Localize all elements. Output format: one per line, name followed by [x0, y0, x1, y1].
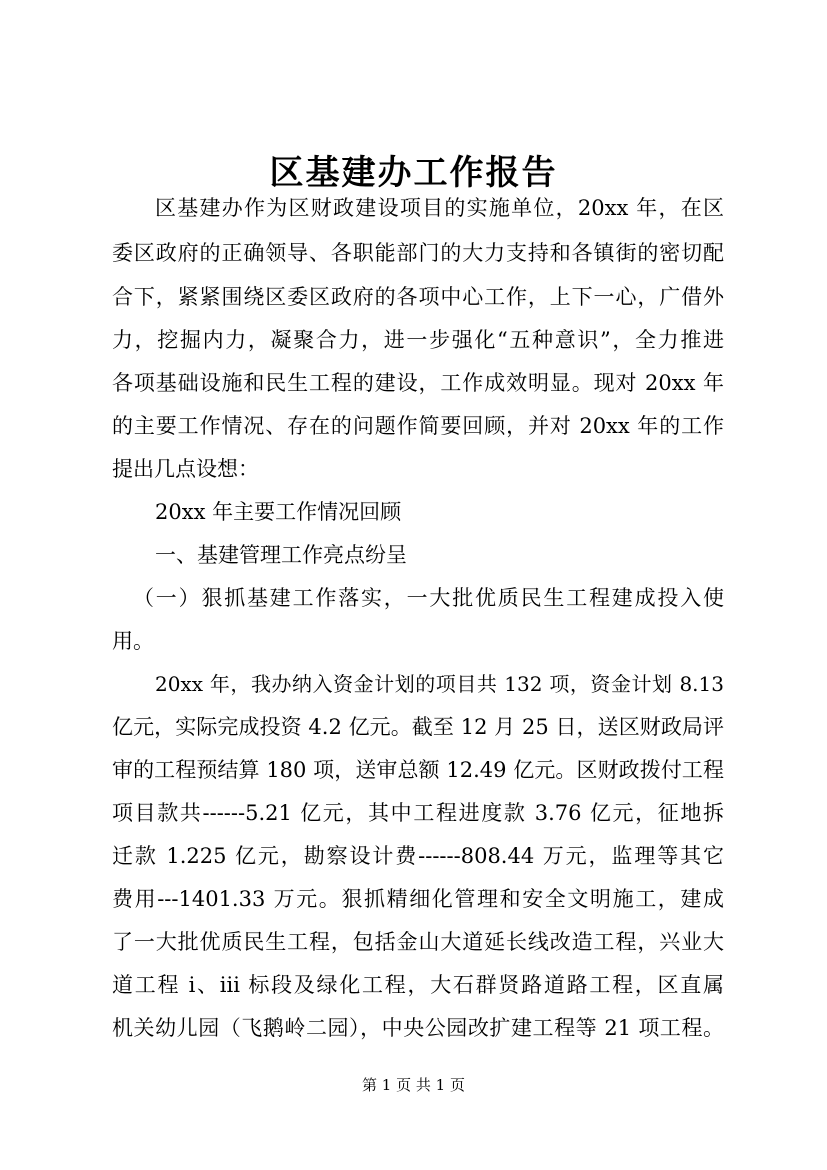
- paragraph-line: 的主要工作情况、存在的问题作简要回顾，并对 20xx 年的工作: [112, 414, 724, 438]
- paragraph-line: 区基建办作为区财政建设项目的实施单位，20xx 年，在区: [155, 196, 724, 220]
- page-footer: 第 1 页 共 1 页: [362, 1076, 465, 1094]
- paragraph-line: 项目款共------5.21 亿元，其中工程进度款 3.76 亿元，征地拆: [112, 801, 724, 825]
- section-heading: 20xx 年主要工作情况回顾: [155, 500, 402, 524]
- subsection-heading: 用。: [112, 629, 154, 653]
- paragraph-line: 了一大批优质民生工程，包括金山大道延长线改造工程，兴业大: [112, 930, 724, 954]
- paragraph-line: 各项基础设施和民生工程的建设，工作成效明显。现对 20xx 年: [112, 371, 724, 395]
- paragraph-line: 提出几点设想：: [112, 457, 259, 481]
- paragraph-line: 力，挖掘内力，凝聚合力，进一步强化“五种意识”，全力推进: [112, 328, 724, 352]
- subsection-heading: （一）狠抓基建工作落实，一大批优质民生工程建成投入使: [133, 586, 724, 610]
- section-heading: 一、基建管理工作亮点纷呈: [155, 543, 407, 567]
- paragraph-line: 合下，紧紧围绕区委区政府的各项中心工作，上下一心，广借外: [112, 285, 724, 309]
- paragraph-line: 费用---1401.33 万元。狠抓精细化管理和安全文明施工，建成: [112, 887, 724, 911]
- paragraph-line: 亿元，实际完成投资 4.2 亿元。截至 12 月 25 日，送区财政局评: [112, 715, 724, 739]
- document-title: 区基建办工作报告: [269, 153, 558, 193]
- paragraph-line: 迁款 1.225 亿元，勘察设计费------808.44 万元，监理等其它: [112, 844, 724, 868]
- paragraph-line: 20xx 年，我办纳入资金计划的项目共 132 项，资金计划 8.13: [155, 672, 724, 696]
- paragraph-line: 审的工程预结算 180 项，送审总额 12.49 亿元。区财政拨付工程: [112, 758, 724, 782]
- paragraph-line: 委区政府的正确领导、各职能部门的大力支持和各镇街的密切配: [112, 241, 724, 265]
- paragraph-line: 道工程 i、iii 标段及绿化工程，大石群贤路道路工程，区直属: [112, 973, 724, 997]
- paragraph-line: 机关幼儿园（飞鹅岭二园），中央公园改扩建工程等 21 项工程。: [112, 1016, 724, 1040]
